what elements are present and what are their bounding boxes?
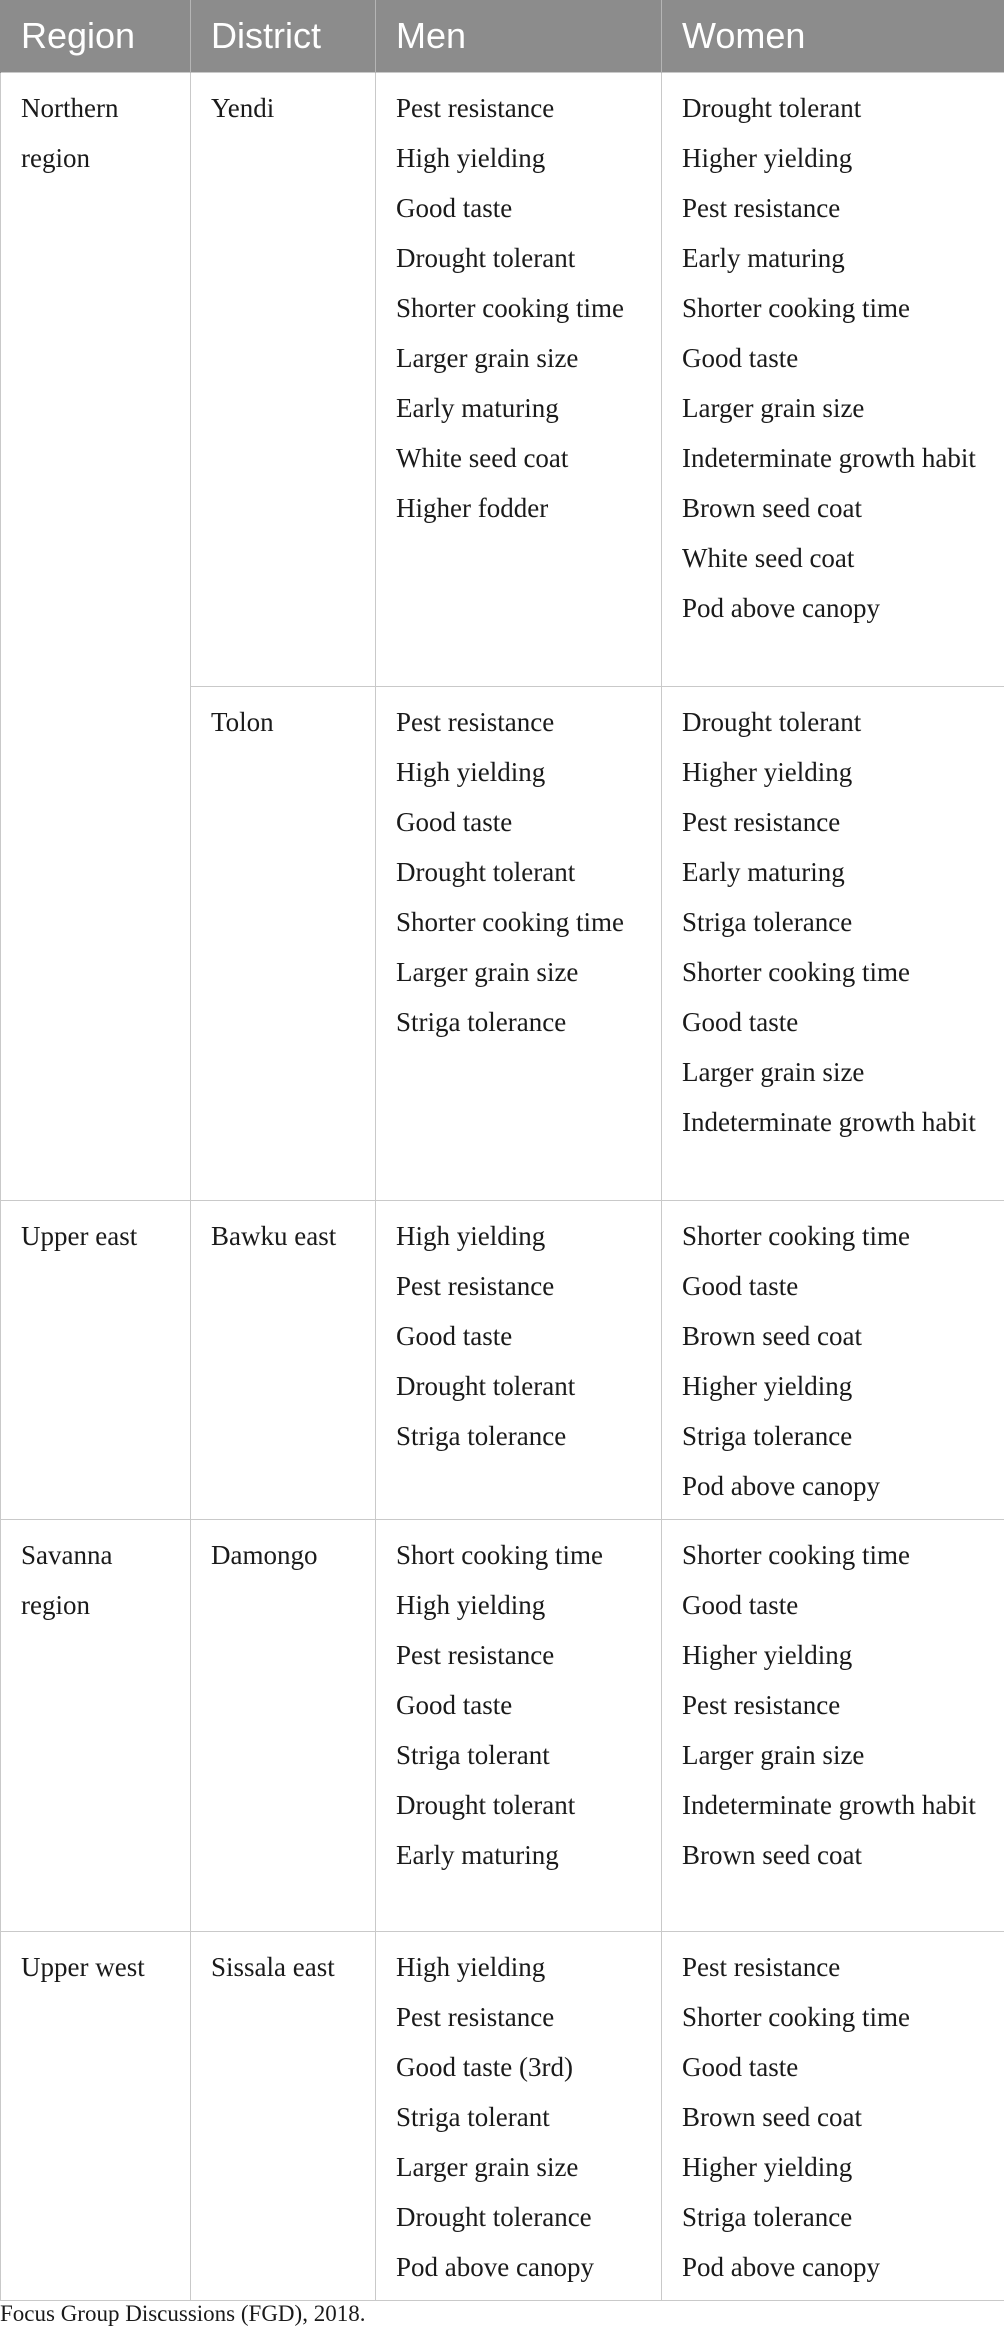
trait-item: Pest resistance xyxy=(396,1270,555,1301)
trait-item: Shorter cooking time xyxy=(396,292,624,323)
men-traits-cell xyxy=(376,72,662,686)
trait-item: Shorter cooking time xyxy=(682,956,910,987)
district-cell: Sissala east xyxy=(191,1931,376,2300)
trait-item: White seed coat xyxy=(396,442,569,473)
trait-item: Pod above canopy xyxy=(682,592,880,623)
trait-item: Good taste xyxy=(682,342,799,373)
trait-item: High yielding xyxy=(396,1220,546,1251)
trait-item: Good taste xyxy=(682,1589,799,1620)
trait-item: Early maturing xyxy=(682,242,845,273)
table-row xyxy=(1,1931,1004,2300)
trait-item: Brown seed coat xyxy=(682,1320,862,1351)
trait-item: Pest resistance xyxy=(396,706,555,737)
header-district: District xyxy=(191,0,376,72)
women-traits-cell xyxy=(662,686,1004,1200)
trait-item: Good taste xyxy=(682,2051,799,2082)
table-footnote: Focus Group Discussions (FGD), 2018. xyxy=(0,2301,366,2326)
trait-item: High yielding xyxy=(396,1951,546,1982)
trait-item: Indeterminate growth habit xyxy=(682,1106,976,1137)
region-cell: Upper east xyxy=(1,1200,191,1519)
trait-item: Early maturing xyxy=(396,1839,559,1870)
trait-item: Brown seed coat xyxy=(682,2101,862,2132)
women-traits-cell xyxy=(662,1519,1004,1931)
trait-item: Higher yielding xyxy=(682,1370,853,1401)
trait-item: Pest resistance xyxy=(682,1951,841,1982)
trait-item: Higher yielding xyxy=(682,1639,853,1670)
trait-item: Good taste xyxy=(682,1006,799,1037)
header-region: Region xyxy=(1,0,191,72)
trait-item: Pest resistance xyxy=(396,2001,555,2032)
trait-item: Pod above canopy xyxy=(396,2251,594,2282)
trait-item: Drought tolerant xyxy=(682,92,862,123)
men-traits-cell xyxy=(376,686,662,1200)
trait-item: Shorter cooking time xyxy=(682,2001,910,2032)
trait-item: High yielding xyxy=(396,1589,546,1620)
trait-item: Drought tolerant xyxy=(396,242,576,273)
men-traits-cell xyxy=(376,1931,662,2300)
trait-item: Shorter cooking time xyxy=(682,1220,910,1251)
trait-item: Striga tolerance xyxy=(682,906,853,937)
trait-item: Short cooking time xyxy=(396,1539,603,1570)
trait-item: Pest resistance xyxy=(396,1639,555,1670)
trait-item: Good taste xyxy=(396,1320,513,1351)
header-women: Women xyxy=(662,0,1004,72)
men-traits-cell xyxy=(376,1200,662,1519)
trait-item: Drought tolerant xyxy=(682,706,862,737)
trait-item: Pest resistance xyxy=(682,806,841,837)
trait-item: Higher fodder xyxy=(396,492,549,523)
table-row xyxy=(1,72,1004,686)
trait-item: White seed coat xyxy=(682,542,855,573)
trait-item: Early maturing xyxy=(682,856,845,887)
trait-item: Pest resistance xyxy=(682,192,841,223)
table-body xyxy=(1,72,1004,2300)
trait-item: Striga tolerant xyxy=(396,1739,550,1770)
table-row xyxy=(1,1200,1004,1519)
trait-item: Striga tolerant xyxy=(396,2101,550,2132)
trait-item: Shorter cooking time xyxy=(396,906,624,937)
district-cell: Damongo xyxy=(191,1519,376,1931)
trait-item: Shorter cooking time xyxy=(682,1539,910,1570)
trait-item: Brown seed coat xyxy=(682,1839,862,1870)
trait-item: Larger grain size xyxy=(396,956,579,987)
trait-item: Drought tolerant xyxy=(396,1370,576,1401)
trait-item: Striga tolerance xyxy=(396,1006,567,1037)
trait-item: Drought tolerance xyxy=(396,2201,592,2232)
trait-item: Indeterminate growth habit xyxy=(682,442,976,473)
trait-item: Larger grain size xyxy=(682,392,865,423)
trait-item: Pest resistance xyxy=(396,92,555,123)
table-row xyxy=(1,1519,1004,1931)
trait-item: Good taste xyxy=(396,806,513,837)
trait-item: Good taste xyxy=(396,1689,513,1720)
women-traits-cell xyxy=(662,1200,1004,1519)
trait-item: Drought tolerant xyxy=(396,856,576,887)
district-cell: Bawku east xyxy=(191,1200,376,1519)
trait-item: Larger grain size xyxy=(396,2151,579,2182)
trait-item: Larger grain size xyxy=(682,1056,865,1087)
trait-item: Striga tolerance xyxy=(682,2201,853,2232)
trait-item: Larger grain size xyxy=(396,342,579,373)
trait-item: Striga tolerance xyxy=(396,1420,567,1451)
trait-item: High yielding xyxy=(396,142,546,173)
trait-item: Drought tolerant xyxy=(396,1789,576,1820)
trait-item: Early maturing xyxy=(396,392,559,423)
trait-item: Pod above canopy xyxy=(682,1470,880,1501)
district-cell: Yendi xyxy=(191,72,376,686)
trait-item: Higher yielding xyxy=(682,756,853,787)
trait-item: Brown seed coat xyxy=(682,492,862,523)
region-cell: Savanna region xyxy=(1,1519,191,1931)
women-traits-cell xyxy=(662,72,1004,686)
trait-item: Higher yielding xyxy=(682,142,853,173)
trait-item: Pod above canopy xyxy=(682,2251,880,2282)
header-men: Men xyxy=(376,0,662,72)
trait-item: Higher yielding xyxy=(682,2151,853,2182)
men-traits-cell xyxy=(376,1519,662,1931)
trait-item: Good taste (3rd) xyxy=(396,2051,573,2082)
district-cell: Tolon xyxy=(191,686,376,1200)
table-header xyxy=(1,0,1004,72)
trait-item: Shorter cooking time xyxy=(682,292,910,323)
trait-item: Larger grain size xyxy=(682,1739,865,1770)
women-traits-cell xyxy=(662,1931,1004,2300)
trait-item: Good taste xyxy=(682,1270,799,1301)
trait-item: Indeterminate growth habit xyxy=(682,1789,976,1820)
header-row xyxy=(1,0,1004,72)
trait-item: Striga tolerance xyxy=(682,1420,853,1451)
region-cell: Northern region xyxy=(1,72,191,1200)
trait-item: High yielding xyxy=(396,756,546,787)
region-cell: Upper west xyxy=(1,1931,191,2300)
trait-item: Pest resistance xyxy=(682,1689,841,1720)
trait-item: Good taste xyxy=(396,192,513,223)
